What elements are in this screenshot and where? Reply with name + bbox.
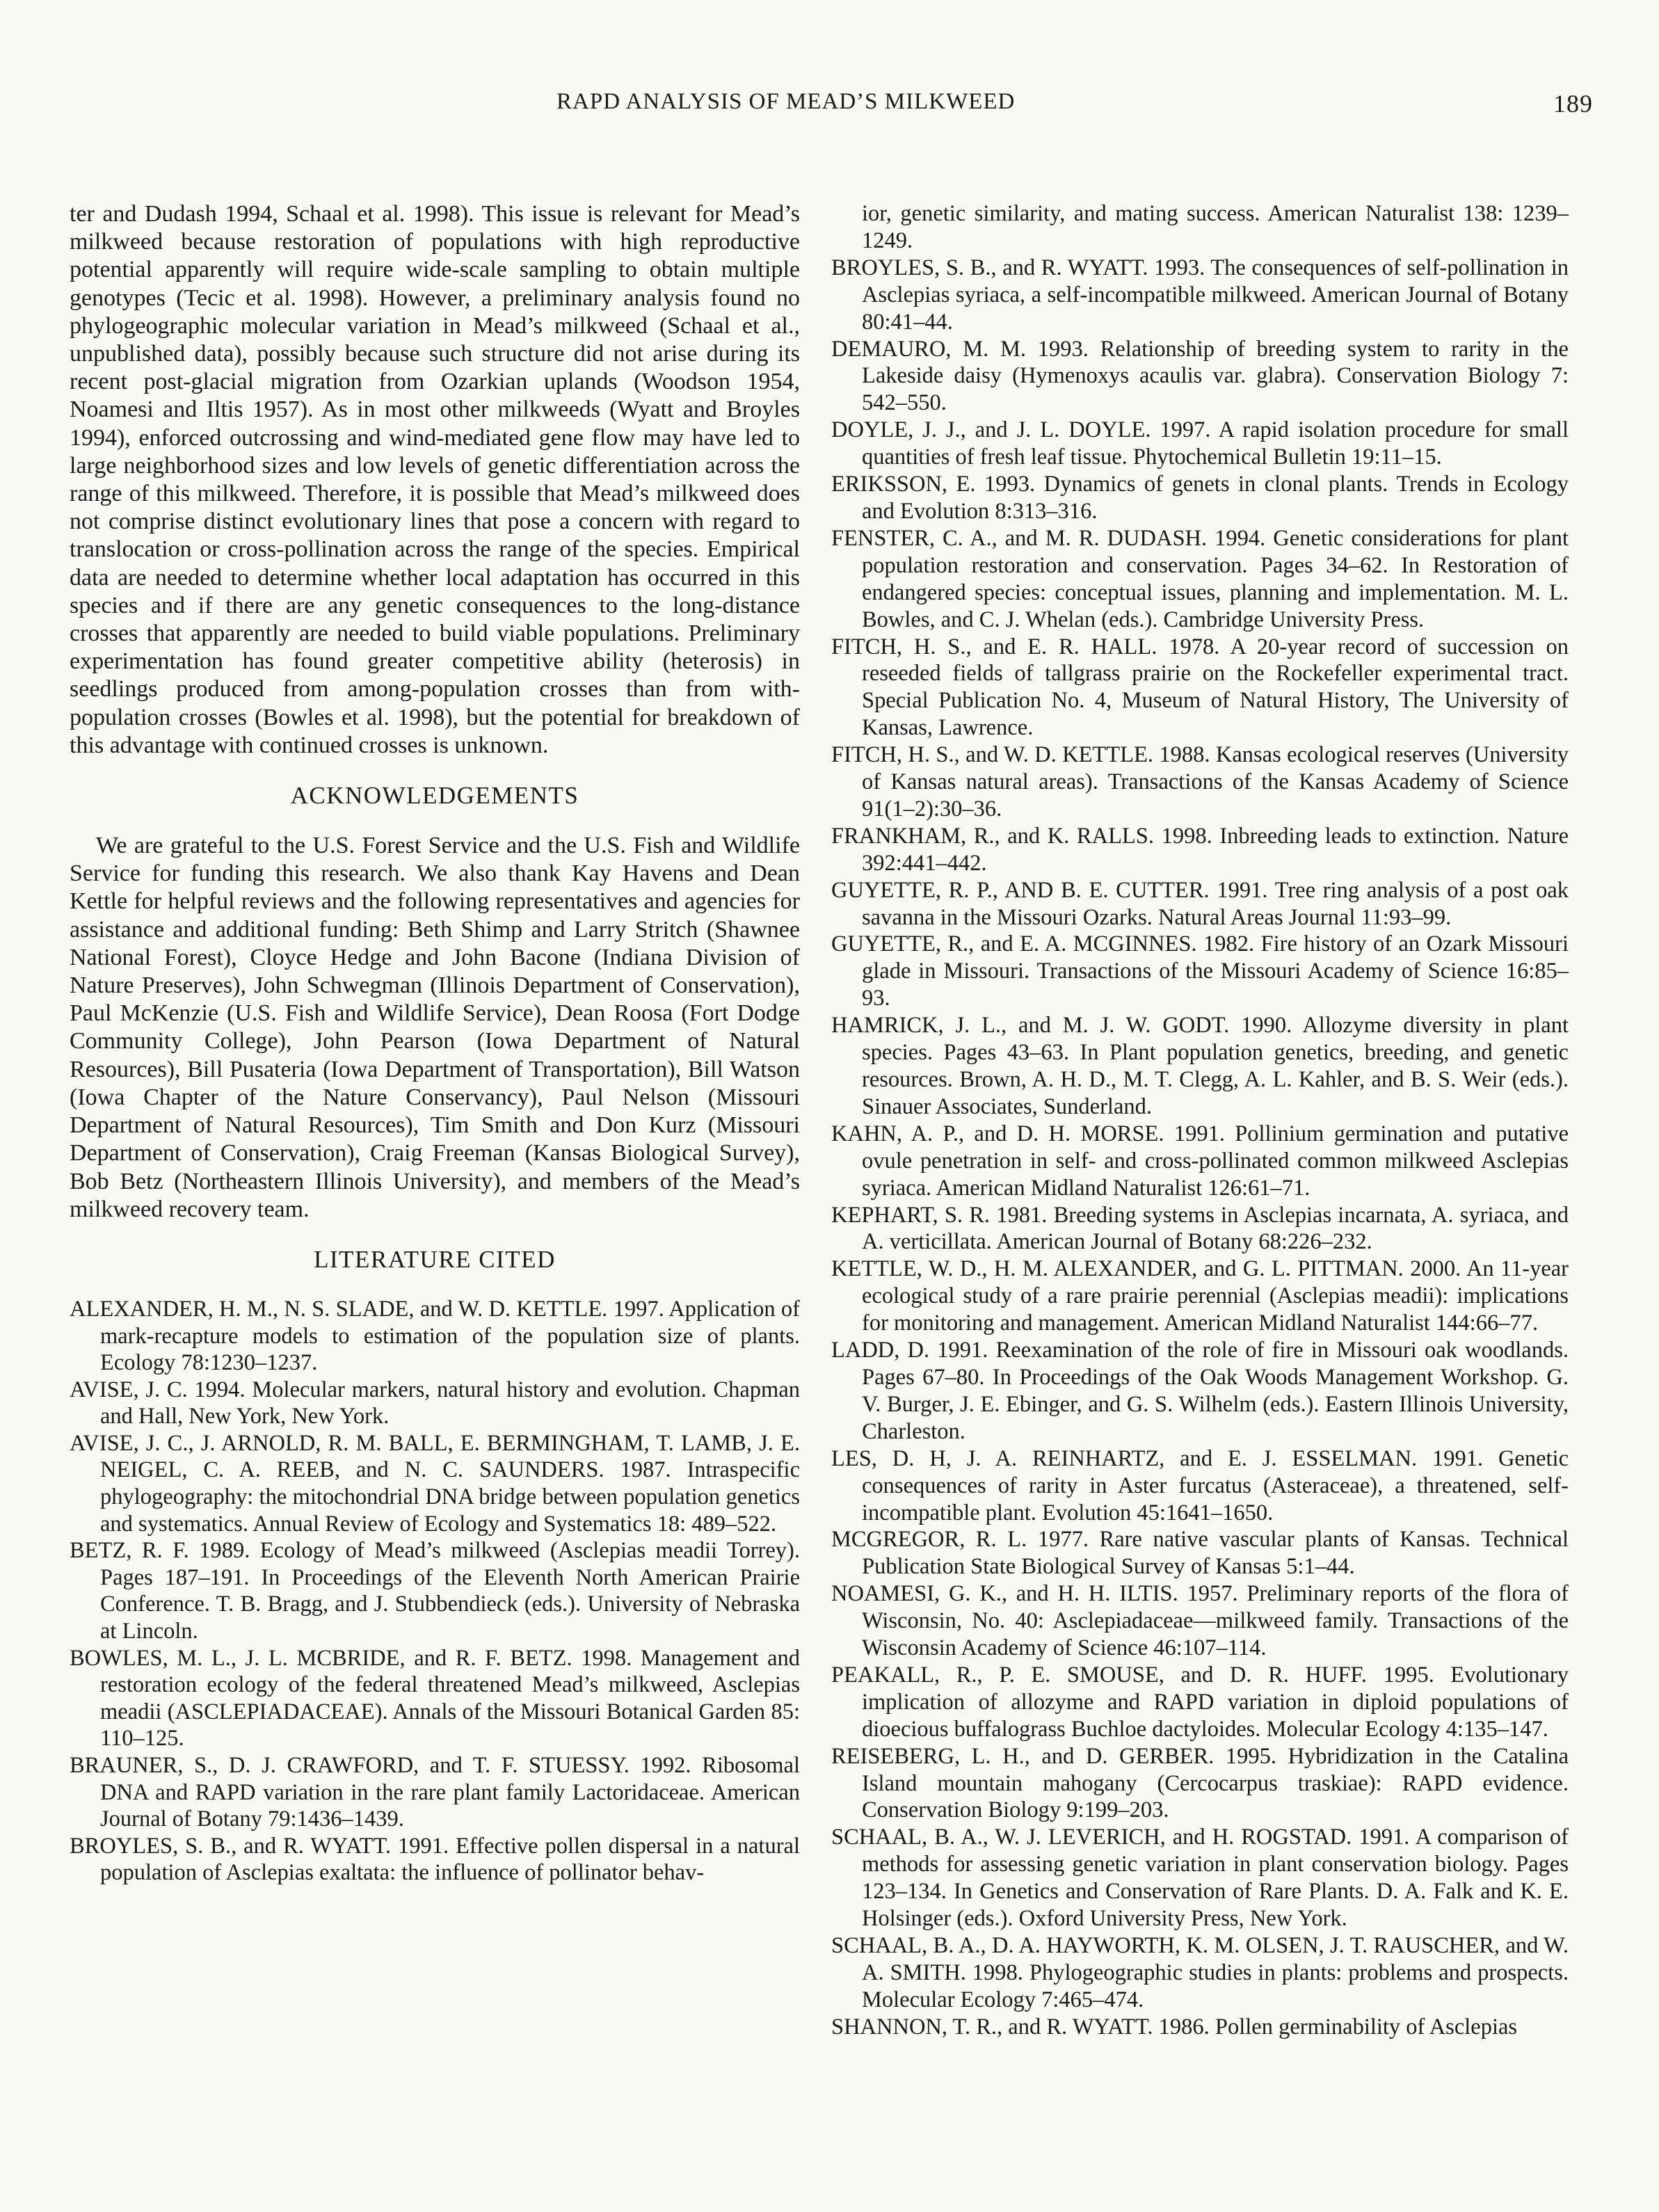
reference-continuation: ior, genetic similarity, and mating success. American Naturalist 138: 1239–1249. — [862, 201, 1569, 253]
reference-entry: BETZ, R. F. 1989. Ecology of Mead’s milkweed (Asclepias meadii Torrey). Pages 187–191. In Proceedings of the Eleventh North American Prairie Conference. T. B. Bragg, and J. Stubbendieck (eds.). University of Nebraska at Lincoln. — [70, 1538, 800, 1644]
running-title: RAPD ANALYSIS OF MEAD’S MILKWEED — [556, 89, 1016, 114]
reference-entry: DEMAURO, M. M. 1993. Relationship of breeding system to rarity in the Lakeside daisy (Hymenoxys acaulis var. glabra). Conservation Biology 7: 542–550. — [831, 336, 1569, 416]
reference-entry: KAHN, A. P., and D. H. MORSE. 1991. Pollinium germination and putative ovule penetration in self- and cross-pollinated common milkweed Asclepias syriaca. American Midland Naturalist 126:61–71. — [831, 1121, 1569, 1201]
page-number: 189 — [1553, 90, 1593, 118]
acknowledgements-text: We are grateful to the U.S. Forest Service and the U.S. Fish and Wildlife Service for funding this research. We also thank Kay Havens and Dean Kettle for helpful reviews and the following representatives and agencies for assistance and additional funding: Beth Shimp and Larry Stritch (Shawnee National Forest), Cloyce Hedge and John Bacone (Indiana Division of Nature Preserves), John Schwegman (Illinois Department of Conservation), Paul McKenzie (U.S. Fish and Wildlife Service), Dean Roosa (Fort Dodge Community College), John Pearson (Iowa Department of Natural Resources), Bill Pusateria (Iowa Department of Transportation), Bill Watson (Iowa Chapter of the Nature Conservancy), Paul Nelson (Missouri Department of Natural Resources), Tim Smith and Don Kurz (Missouri Department of Conservation), Craig Freeman (Kansas Biological Survey), Bob Betz (Northeastern Illinois University), and members of the Mead’s milkweed recovery team. — [70, 833, 800, 1222]
reference-entry: ALEXANDER, H. M., N. S. SLADE, and W. D. KETTLE. 1997. Application of mark-recapture models to estimation of the population size of plants. Ecology 78:1230–1237. — [70, 1296, 800, 1376]
reference-entry: GUYETTE, R. P., AND B. E. CUTTER. 1991. Tree ring analysis of a post oak savanna in the Missouri Ozarks. Natural Areas Journal 11:93–99. — [831, 877, 1569, 930]
reference-entry: BOWLES, M. L., J. L. MCBRIDE, and R. F. BETZ. 1998. Management and restoration ecology of the federal threatened Mead’s milkweed, Asclepias meadii (ASCLEPIADACEAE). Annals of the Missouri Botanical Garden 85: 110–125. — [70, 1645, 800, 1752]
reference-entry: KETTLE, W. D., H. M. ALEXANDER, and G. L. PITTMAN. 2000. An 11-year ecological study of a rare prairie perennial (Asclepias meadii): implications for monitoring and management. American Midland Naturalist 144:66–77. — [831, 1256, 1569, 1336]
literature-cited-heading: LITERATURE CITED — [314, 1245, 556, 1273]
reference-entry: SHANNON, T. R., and R. WYATT. 1986. Pollen germinability of Asclepias — [831, 2014, 1518, 2039]
reference-entry: HAMRICK, J. L., and M. J. W. GODT. 1990. Allozyme diversity in plant species. Pages 43–63. In Plant population genetics, breeding, and genetic resources. Brown, A. H. D., M. T. Clegg, A. L. Kahler, and B. S. Weir (eds.). Sinauer Associates, Sunderland. — [831, 1013, 1569, 1119]
acknowledgements-heading: ACKNOWLEDGEMENTS — [290, 782, 579, 810]
reference-entry: REISEBERG, L. H., and D. GERBER. 1995. Hybridization in the Catalina Island mountain mahogany (Cercocarpus traskiae): RAPD evidence. Conservation Biology 9:199–203. — [831, 1743, 1569, 1823]
reference-entry: FRANKHAM, R., and K. RALLS. 1998. Inbreeding leads to extinction. Nature 392:441–442. — [831, 823, 1569, 876]
reference-entry: PEAKALL, R., P. E. SMOUSE, and D. R. HUFF. 1995. Evolutionary implication of allozyme and RAPD variation in diploid populations of dioecious buffalograss Buchloe dactyloides. Molecular Ecology 4:135–147. — [831, 1662, 1569, 1742]
reference-entry: AVISE, J. C., J. ARNOLD, R. M. BALL, E. BERMINGHAM, T. LAMB, J. E. NEIGEL, C. A. REEB, and N. C. SAUNDERS. 1987. Intraspecific phylogeography: the mitochondrial DNA bridge between population genetics and systematics. Annual Review of Ecology and Systematics 18: 489–522. — [70, 1430, 800, 1537]
reference-list-right — [831, 255, 1569, 2041]
reference-entry: FENSTER, C. A., and M. R. DUDASH. 1994. Genetic considerations for plant population restoration and conservation. Pages 34–62. In Restoration of endangered species: conceptual issues, planning and implementation. M. L. Bowles, and C. J. Whelan (eds.). Cambridge University Press. — [831, 525, 1569, 632]
reference-entry: DOYLE, J. J., and J. L. DOYLE. 1997. A rapid isolation procedure for small quantities of fresh leaf tissue. Phytochemical Bulletin 19:11–15. — [831, 417, 1569, 470]
intro-paragraph: ter and Dudash 1994, Schaal et al. 1998). This issue is relevant for Mead’s milkweed because restoration of populations with high reproductive potential apparently will require wide-scale sampling to obtain multiple genotypes (Tecic et al. 1998). However, a preliminary analysis found no phylogeographic molecular variation in Mead’s milkweed (Schaal et al., unpublished data), possibly because such structure did not arise during its recent post-glacial migration from Ozarkian uplands (Woodson 1954, Noamesi and Iltis 1957). As in most other milkweeds (Wyatt and Broyles 1994), enforced outcrossing and wind-mediated gene flow may have led to large neighborhood sizes and low levels of genetic differentiation across the range of this milkweed. Therefore, it is possible that Mead’s milkweed does not comprise distinct evolutionary lines that pose a concern with regard to translocation or cross-pollination across the range of the species. Empirical data are needed to determine whether local adaptation has occurred in this species and if there are any genetic consequences to the long-distance crosses that apparently are needed to build viable populations. Preliminary experimentation has found greater competitive ability (heterosis) in seedlings produced from among-population crosses than from with-population crosses (Bowles et al. 1998), but the potential for breakdown of this advantage with continued crosses is unknown. — [70, 201, 800, 758]
reference-entry: BROYLES, S. B., and R. WYATT. 1991. Effective pollen dispersal in a natural population of Asclepias exaltata: the influence of pollinator behav- — [70, 1833, 800, 1886]
reference-entry: LADD, D. 1991. Reexamination of the role of fire in Missouri oak woodlands. Pages 67–80. In Proceedings of the Oak Woods Management Workshop. G. V. Burger, J. E. Ebinger, and G. S. Wilhelm (eds.). Eastern Illinois University, Charleston. — [831, 1338, 1569, 1444]
reference-entry: LES, D. H, J. A. REINHARTZ, and E. J. ESSELMAN. 1991. Genetic consequences of rarity in Aster furcatus (Asteraceae), a threatened, self-incompatible plant. Evolution 45:1641–1650. — [831, 1445, 1569, 1525]
reference-entry: SCHAAL, B. A., W. J. LEVERICH, and H. ROGSTAD. 1991. A comparison of methods for assessing genetic variation in plant conservation biology. Pages 123–134. In Genetics and Conservation of Rare Plants. D. A. Falk and K. E. Holsinger (eds.). Oxford University Press, New York. — [831, 1825, 1569, 1932]
reference-entry: MCGREGOR, R. L. 1977. Rare native vascular plants of Kansas. Technical Publication State Biological Survey of Kansas 5:1–44. — [831, 1527, 1569, 1580]
right-column — [831, 200, 1569, 2041]
reference-entry: NOAMESI, G. K., and H. H. ILTIS. 1957. Preliminary reports of the flora of Wisconsin, No. 40: Asclepiadaceae—milkweed family. Transactions of the Wisconsin Academy of Science 46:107–114. — [831, 1581, 1569, 1661]
reference-entry: FITCH, H. S., and E. R. HALL. 1978. A 20-year record of succession on reseeded fields of tallgrass prairie on the Rockefeller experimental tract. Special Publication No. 4, Museum of Natural History, The University of Kansas, Lawrence. — [831, 634, 1569, 741]
reference-entry: ERIKSSON, E. 1993. Dynamics of genets in clonal plants. Trends in Ecology and Evolution 8:313–316. — [831, 472, 1569, 524]
reference-entry: FITCH, H. S., and W. D. KETTLE. 1988. Kansas ecological reserves (University of Kansas natural areas). Transactions of the Kansas Academy of Science 91(1–2):30–36. — [831, 742, 1569, 822]
reference-entry: AVISE, J. C. 1994. Molecular markers, natural history and evolution. Chapman and Hall, New York, New York. — [70, 1377, 800, 1429]
reference-entry: GUYETTE, R., and E. A. MCGINNES. 1982. Fire history of an Ozark Missouri glade in Missouri. Transactions of the Missouri Academy of Science 16:85–93. — [831, 931, 1569, 1011]
left-column — [70, 200, 800, 1886]
reference-entry: SCHAAL, B. A., D. A. HAYWORTH, K. M. OLSEN, J. T. RAUSCHER, and W. A. SMITH. 1998. Phylogeographic studies in plants: problems and prospects. Molecular Ecology 7:465–474. — [831, 1933, 1569, 2012]
reference-entry: BROYLES, S. B., and R. WYATT. 1993. The consequences of self-pollination in Asclepias syriaca, a self-incompatible milkweed. American Journal of Botany 80:41–44. — [831, 255, 1569, 335]
reference-list-left — [70, 1296, 800, 1886]
reference-entry: KEPHART, S. R. 1981. Breeding systems in Asclepias incarnata, A. syriaca, and A. verticillata. American Journal of Botany 68:226–232. — [831, 1202, 1569, 1255]
reference-entry: BRAUNER, S., D. J. CRAWFORD, and T. F. STUESSY. 1992. Ribosomal DNA and RAPD variation in the rare plant family Lactoridaceae. American Journal of Botany 79:1436–1439. — [70, 1753, 800, 1832]
